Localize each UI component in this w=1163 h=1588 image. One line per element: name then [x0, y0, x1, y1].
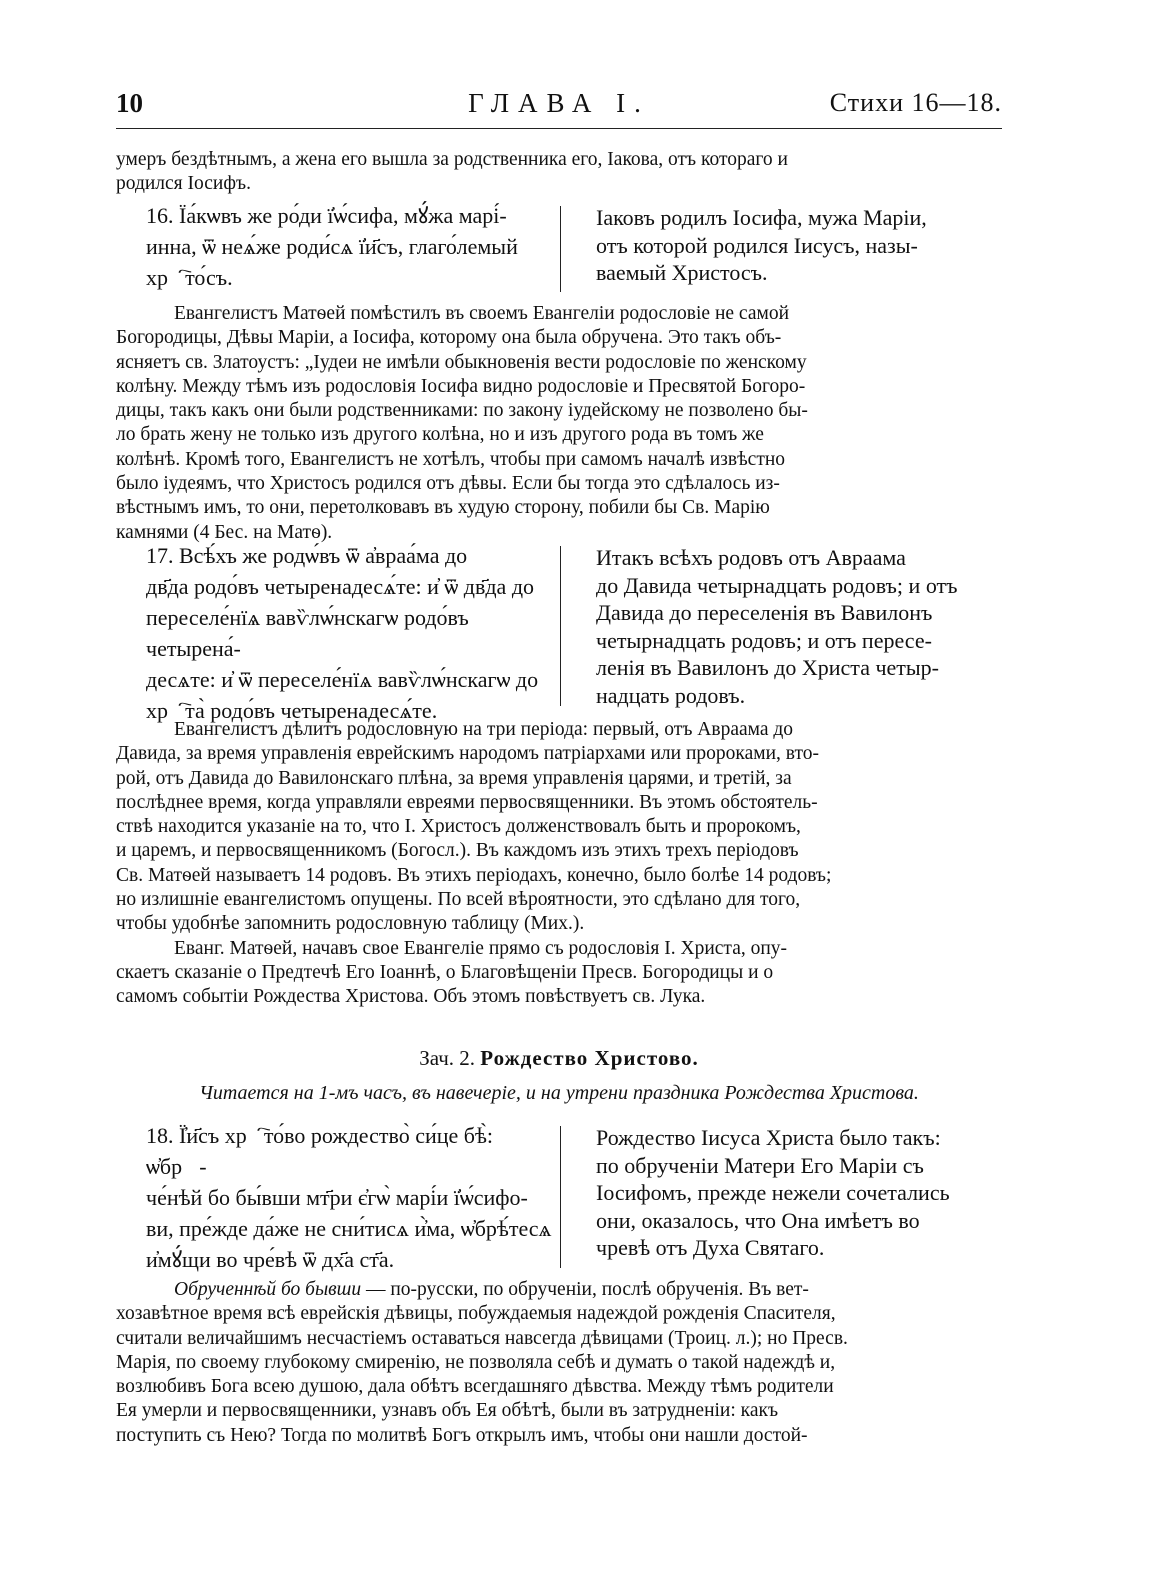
text-line: ствѣ находится указаніе на то, что І. Христосъ долженствовалъ быть и пророкомъ, — [116, 816, 801, 838]
russian-line: Итакъ всѣхъ родовъ отъ Авраама — [596, 545, 906, 570]
text-line: послѣднее время, когда управляли евреями первосвященники. Въ этомъ обстоятель- — [116, 791, 818, 813]
text-line: поступить съ Нею? Тогда по молитвѣ Богъ открылъ имъ, чтобы они нашли достой- — [116, 1424, 808, 1446]
slavonic-line: десѧте: и҆ ѿ переселе́нїѧ вавѷлѡ́нскагѡ до — [146, 667, 539, 692]
russian-line: они, оказалось, что Она имѣетъ во — [596, 1207, 920, 1233]
slavonic-line: ви, пре́жде да́же не сни́тисѧ и҆̀ма, ѡ҆брѣ́тесѧ — [146, 1216, 552, 1241]
text-line — [116, 1278, 1002, 1302]
verse-18-slavonic — [116, 1120, 554, 1275]
column-divider — [560, 1126, 561, 1268]
text-line: камнями (4 Бес. на Матѳ). — [116, 521, 333, 543]
text-line: Марія, по своему глубокому смиренію, не позволяла себѣ и думать о такой надеждѣ и, — [116, 1351, 836, 1373]
section-title: Рождество Христово. — [480, 1046, 699, 1070]
text-line: родился Іосифъ. — [116, 173, 251, 195]
commentary-18 — [116, 1278, 1002, 1448]
russian-line: ленія въ Вавилонъ до Христа четыр- — [596, 655, 940, 680]
slavonic-line: переселе́нїѧ вавѷлѡ́нскагѡ родо́въ четырена́- — [146, 605, 469, 661]
column-divider — [560, 546, 561, 706]
text-line: рой, отъ Давида до Вавилонскаго плѣна, за время управленія царями, и третій, за — [116, 767, 792, 789]
intro-paragraph — [116, 148, 1002, 197]
verse-17 — [116, 540, 1002, 723]
text-line: колѣнѣ. Кромѣ того, Евангелистъ не хотѣлъ, чтобы при самомъ началѣ извѣстно — [116, 448, 786, 470]
verse-16 — [116, 200, 1002, 292]
section-heading — [116, 1046, 1002, 1071]
slavonic-line: 18. Ї҆и҃съ хрⷭ҇то́во рождество̀ си́це бѣ̀: ѡ҆брꙋ- — [146, 1123, 494, 1179]
text-line: Богородицы, Дѣвы Маріи, а Іосифа, которому она была обручена. Это такъ объ- — [116, 327, 782, 349]
reading-note: Читается на 1-мъ часъ, въ навечеріе, и на утрени праздника Рождества Христова. — [199, 1082, 919, 1104]
russian-line: Рождество Іисуса Христа было такъ: — [596, 1125, 941, 1150]
verse-18-russian — [572, 1124, 1002, 1262]
russian-line: по обрученіи Матери Его Маріи съ — [596, 1152, 924, 1178]
text-line: возлюбивъ Бога всею душою, дала обѣтъ всегдашняго дѣвства. Между тѣмъ родители — [116, 1376, 834, 1398]
slavonic-line: 16. Їа́кѡвъ же ро́ди ї҆ѡ́сифа, мꙋ́жа марі́- — [146, 203, 507, 228]
slavonic-line: дв҃да родо́въ четыренадесѧ́те: и҆ ѿ дв҃да до — [146, 574, 535, 599]
text-line: умеръ бездѣтнымъ, а жена его вышла за родственника его, Іакова, отъ котораго и — [116, 149, 788, 170]
text-line: считали величайшимъ несчастіемъ оставаться навсегда дѣвицами (Троиц. л.); но Пресв. — [116, 1327, 848, 1349]
russian-line: чревѣ отъ Духа Святаго. — [596, 1235, 825, 1260]
verse-18 — [116, 1120, 1002, 1270]
russian-line: надцать родовъ. — [596, 682, 746, 708]
text-line: колѣну. Между тѣмъ изъ родословія Іосифа видно родословіе и Пресвятой Богоро- — [116, 375, 806, 397]
text-line: Св. Матѳей называетъ 14 родовъ. Въ этихъ періодахъ, конечно, было болѣе 14 родовъ; — [116, 864, 832, 886]
commentary-16 — [116, 302, 1002, 545]
text-line: дицы, такъ какъ они были родственниками: по закону іудейскому не позволено бы- — [116, 400, 808, 422]
header-rule — [116, 128, 1002, 129]
text-line: ясняетъ св. Златоустъ: „Іудеи не имѣли обыкновенія вести родословіе по женскому — [116, 351, 807, 373]
russian-line: четырнадцать родовъ; и отъ пересе- — [596, 627, 932, 653]
slavonic-line: 17. Всѣ́хъ же родѡ́въ ѿ а҆враа́ма до — [146, 543, 468, 568]
slavonic-line: и҆мꙋ́щи во чре́вѣ ѿ дх҃а ст҃а. — [146, 1247, 395, 1272]
verse-16-slavonic — [116, 200, 554, 293]
text-line: Евангелистъ дѣлитъ родословную на три періода: первый, отъ Авраама до — [174, 719, 794, 740]
page-number: 10 — [116, 88, 143, 118]
slavonic-line: инна, ѿ неѧ́же роди́сѧ ї҆и҃съ, глаго́лемый хрⷭ҇то́съ. — [146, 234, 518, 290]
russian-line: до Давида четырнадцать родовъ; и отъ — [596, 572, 958, 598]
text-line: Евангелистъ Матѳей помѣстилъ въ своемъ Евангеліи родословіе не самой — [174, 303, 790, 324]
text-line: Давида, за время управленія еврейскимъ народомъ патріархами или пророками, вто- — [116, 743, 819, 765]
text-line: скаетъ сказаніе о Предтечѣ Его Іоаннѣ, о Благовѣщеніи Пресв. Богородицы и о — [116, 961, 774, 983]
russian-line: ваемый Христосъ. — [596, 260, 768, 285]
section-label: Зач. 2. — [419, 1046, 476, 1070]
text-line: чтобы удобнѣе запомнить родословную таблицу (Мих.). — [116, 913, 585, 935]
text-line: Ея умерли и первосвященники, узнавъ объ Ея обѣтѣ, были въ затрудненіи: какъ — [116, 1400, 779, 1422]
text-line: Еванг. Матѳей, начавъ свое Евангеліе прямо съ родословія І. Христа, опу- — [174, 937, 788, 959]
text-line: вѣстнымъ имъ, то они, перетолковавъ въ худую сторону, побили бы Св. Марію — [116, 497, 770, 519]
lead-phrase: Обрученнѣй бо бывши — [174, 1279, 362, 1300]
russian-line: отъ которой родился Іисусъ, назы- — [596, 232, 918, 258]
column-divider — [560, 206, 561, 292]
verse-17-slavonic — [116, 540, 554, 726]
text-line: хозавѣтное время всѣ еврейскія дѣвицы, побуждаемыя надеждой рожденія Спасителя, — [116, 1303, 836, 1325]
text-line: ло брать жену не только изъ другого колѣна, но и изъ другого рода въ томъ же — [116, 424, 764, 446]
russian-line: Іаковъ родилъ Іосифа, мужа Маріи, — [596, 205, 927, 230]
text-line: и царемъ, и первосвященникомъ (Богосл.). Въ каждомъ изъ этихъ трехъ періодовъ — [116, 840, 799, 862]
russian-line: Давида до переселенія въ Вавилонъ — [596, 600, 933, 625]
commentary-17 — [116, 718, 1002, 1010]
russian-line: Іосифомъ, прежде нежели сочетались — [596, 1180, 950, 1205]
running-header — [116, 88, 1002, 130]
slavonic-line: че́нѣй бо бы́вши мт҃ри є҆гѡ̀ марі́и ї҆ѡ́сифо- — [146, 1185, 528, 1210]
slavonic-line: хрⷭ҇та̀ родо́въ четыренадесѧ́те. — [146, 698, 438, 723]
text-line: самомъ событіи Рождества Христова. Объ этомъ повѣствуетъ св. Лука. — [116, 986, 706, 1008]
chapter-title: ГЛАВА I. — [468, 88, 650, 118]
text-line: но излишніе евангелистомъ опущены. По всей вѣроятности, это сдѣлано для того, — [116, 889, 801, 911]
text-fragment: — по-русски, по обрученіи, послѣ обрученія. Въ вет- — [365, 1279, 809, 1300]
text-line: было іудеямъ, что Христосъ родился отъ дѣвы. Если бы тогда это сдѣлалось из- — [116, 473, 780, 495]
verse-range: Стихи 16—18. — [829, 88, 1002, 117]
verse-16-russian — [572, 204, 1002, 287]
verse-17-russian — [572, 544, 1002, 709]
